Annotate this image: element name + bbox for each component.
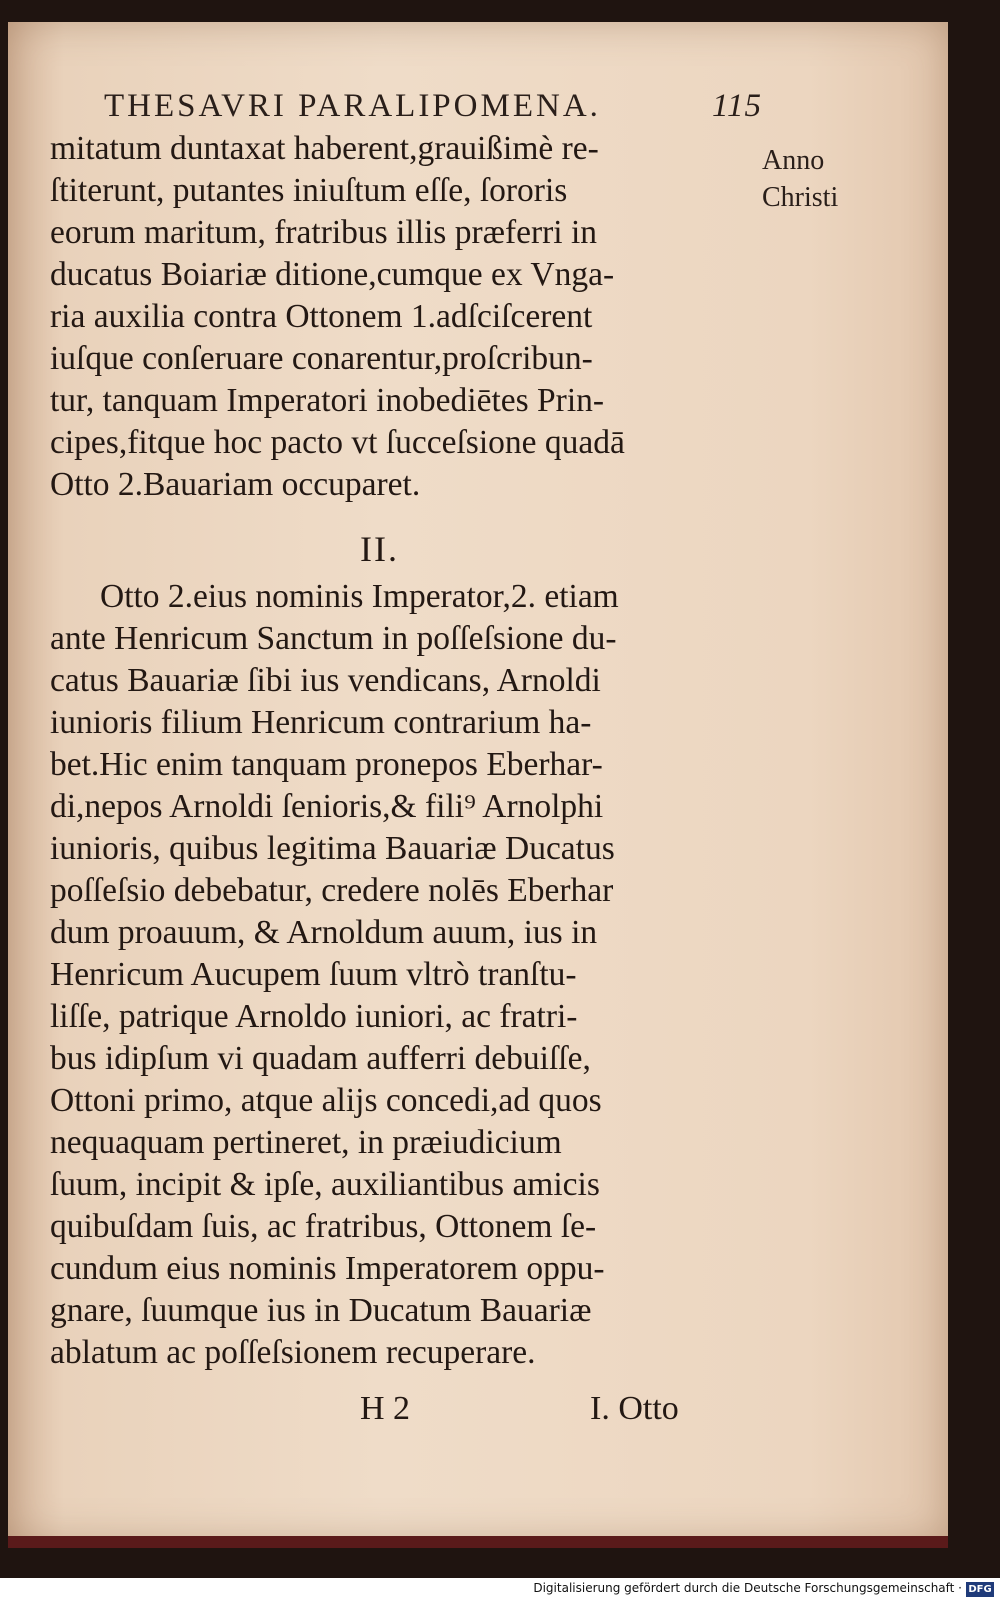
text-line: liſſe, patrique Arnoldo iuniori, ac fratri- bbox=[50, 998, 578, 1035]
text-line: ante Henricum Sanctum in poſſeſsione du- bbox=[50, 620, 617, 657]
text-line: tur, tanquam Imperatori inobediētes Prin- bbox=[50, 382, 605, 419]
text-line: iuſque conſeruare conarentur,proſcribun- bbox=[50, 340, 593, 377]
text-line: ſtiterunt, putantes iniuſtum eſſe, ſororis bbox=[50, 172, 568, 209]
text-line: Otto 2.Bauariam occuparet. bbox=[50, 466, 421, 503]
dfg-logo-icon: DFG bbox=[966, 1582, 994, 1597]
text-line: mitatum duntaxat haberent,grauißimè re- bbox=[50, 130, 599, 167]
text-line: ablatum ac poſſeſsionem recuperare. bbox=[50, 1334, 536, 1371]
credit-text: Digitalisierung gefördert durch die Deutsche Forschungsgemeinschaft · bbox=[533, 1581, 962, 1595]
text-line: gnare, ſuumque ius in Ducatum Bauariæ bbox=[50, 1292, 592, 1329]
signature-mark: H 2 bbox=[360, 1390, 411, 1427]
page-edge bbox=[8, 1536, 948, 1548]
text-line: cipes,fitque hoc pacto vt ſucceſsione quadā bbox=[50, 424, 625, 461]
page-number: 115 bbox=[712, 88, 763, 124]
text-line: iunioris, quibus legitima Bauariæ Ducatus bbox=[50, 830, 615, 867]
text-line: nequaquam pertineret, in præiudicium bbox=[50, 1124, 562, 1161]
text-line: catus Bauariæ ſibi ius vendicans, Arnoldi bbox=[50, 662, 601, 699]
catchword: I. Otto bbox=[590, 1390, 679, 1427]
text-line: Ottoni primo, atque alijs concedi,ad quos bbox=[50, 1082, 602, 1119]
text-line: di,nepos Arnoldi ſenioris,& fili⁹ Arnolphi bbox=[50, 788, 604, 825]
margin-note bbox=[762, 142, 862, 216]
running-header bbox=[104, 88, 764, 128]
text-line: quibuſdam ſuis, ac fratribus, Ottonem ſe- bbox=[50, 1208, 597, 1245]
text-line: ducatus Boiariæ ditione,cumque ex Vnga- bbox=[50, 256, 615, 293]
text-line: ſuum, incipit & ipſe, auxiliantibus amicis bbox=[50, 1166, 600, 1203]
header-title: THESAVRI PARALIPOMENA. bbox=[104, 88, 601, 124]
section-number: II. bbox=[360, 529, 399, 569]
text-line: iunioris filium Henricum contrarium ha- bbox=[50, 704, 592, 741]
text-line: cundum eius nominis Imperatorem oppu- bbox=[50, 1250, 605, 1287]
digitization-credit-bar bbox=[0, 1578, 1000, 1603]
text-line: eorum maritum, fratribus illis præferri in bbox=[50, 214, 598, 251]
text-line: Henricum Aucupem ſuum vltrò tranſtu- bbox=[50, 956, 577, 993]
text-line: bet.Hic enim tanquam pronepos Eberhar- bbox=[50, 746, 603, 783]
text-line: ria auxilia contra Ottonem 1.adſciſcerent bbox=[50, 298, 593, 335]
text-line: poſſeſsio debebatur, credere nolēs Eberhar bbox=[50, 872, 614, 909]
text-line: Otto 2.eius nominis Imperator,2. etiam bbox=[100, 578, 619, 615]
text-line: dum proauum, & Arnoldum auum, ius in bbox=[50, 914, 598, 951]
margin-note-line: Anno bbox=[762, 145, 825, 176]
margin-note-line: Christi bbox=[762, 182, 839, 213]
text-line: bus idipſum vi quadam aufferri debuiſſe, bbox=[50, 1040, 591, 1077]
